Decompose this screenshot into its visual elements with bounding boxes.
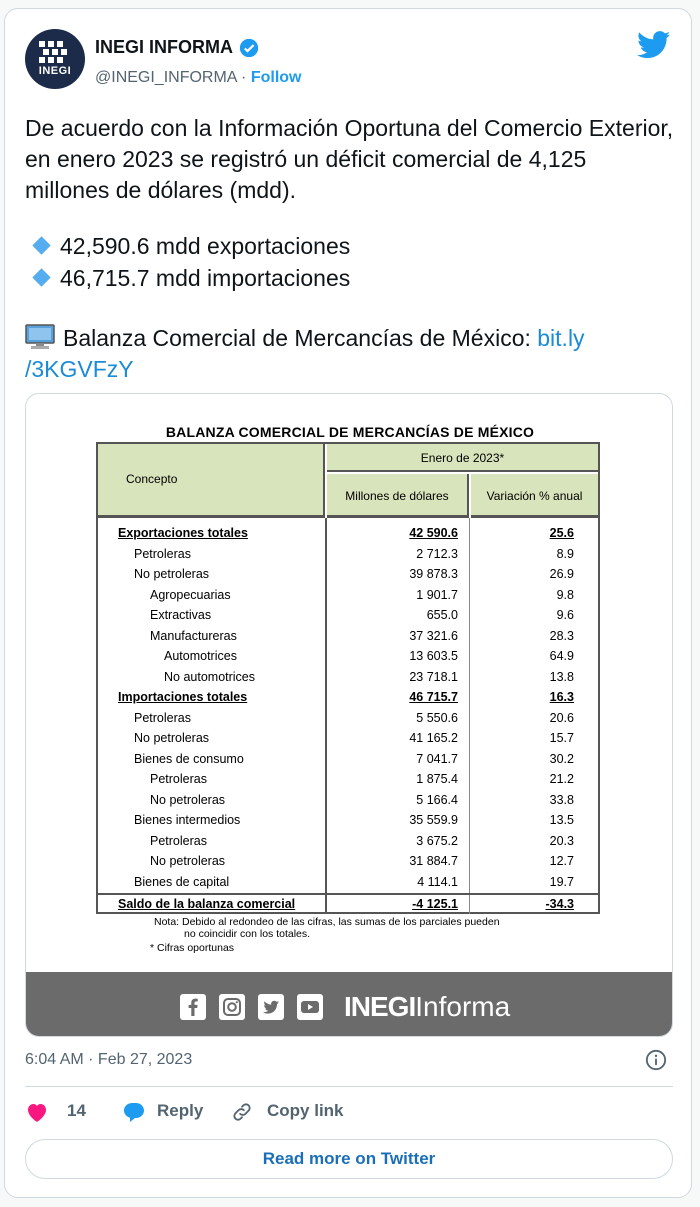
tweet-link-continued[interactable]: /3KGVFzY <box>25 356 134 382</box>
verified-badge-icon <box>239 38 259 58</box>
bullet-imports <box>35 263 350 294</box>
row-variation: 20.3 <box>549 833 574 848</box>
media-footer-bar <box>26 972 673 1037</box>
row-variation: 25.6 <box>549 526 574 540</box>
row-variation: -34.3 <box>545 897 574 911</box>
table-row <box>98 586 598 607</box>
brand-light: Informa <box>415 991 511 1022</box>
row-variation: 16.3 <box>549 690 574 704</box>
row-variation: 33.8 <box>549 792 574 807</box>
row-value: -4 125.1 <box>412 897 458 911</box>
header-concepto <box>98 444 325 518</box>
table-row <box>98 811 598 832</box>
row-value: 41 165.2 <box>409 731 458 745</box>
tweet-link[interactable]: bit.ly <box>537 325 585 351</box>
tweet-card <box>4 8 692 1198</box>
row-value: 1 901.7 <box>416 587 458 602</box>
row-value: 4 114.1 <box>417 874 458 889</box>
row-label: Petroleras <box>134 546 191 561</box>
follow-button[interactable]: Follow <box>250 69 302 86</box>
heart-icon <box>25 1101 49 1123</box>
header-variacion: Variación % anual <box>471 474 598 518</box>
row-label: Petroleras <box>150 772 207 786</box>
row-value: 35 559.9 <box>409 813 458 827</box>
row-variation: 64.9 <box>549 649 574 663</box>
row-label: Automotrices <box>164 649 237 663</box>
bullet-text: 42,590.6 mdd exportaciones <box>60 233 351 259</box>
computer-icon <box>25 324 55 350</box>
table-row <box>98 770 598 791</box>
row-variation: 21.2 <box>549 772 574 786</box>
row-label: Extractivas <box>150 608 212 622</box>
table-note: Nota: Debido al redondeo de las cifras, las sumas de los parciales pueden <box>154 916 500 928</box>
table-row <box>98 606 598 627</box>
table-row <box>98 647 598 668</box>
bullet-exports <box>35 231 350 262</box>
table-row <box>98 565 598 586</box>
row-label: No automotrices <box>164 669 256 684</box>
row-variation: 20.6 <box>549 710 574 725</box>
table-body <box>98 524 598 914</box>
avatar-text: INEGI <box>38 65 72 77</box>
table-row <box>98 873 598 894</box>
tweet-timestamp[interactable]: 6:04 AM · Feb 27, 2023 <box>25 1051 193 1068</box>
handle-line <box>95 69 301 87</box>
row-value: 5 550.6 <box>416 710 458 725</box>
bullet-text: 46,715.7 mdd importaciones <box>60 265 351 291</box>
row-label: Bienes de capital <box>134 874 230 889</box>
row-variation: 19.7 <box>549 874 574 889</box>
table-title: BALANZA COMERCIAL DE MERCANCÍAS DE MÉXICO <box>165 424 535 440</box>
row-value: 31 884.7 <box>409 854 458 868</box>
media-image[interactable] <box>25 393 673 1037</box>
row-value: 3 675.2 <box>416 833 458 848</box>
separator: · <box>241 69 247 86</box>
row-variation: 9.8 <box>556 587 574 602</box>
row-variation: 13.8 <box>549 669 574 684</box>
header-period: Enero de 2023* <box>327 444 598 472</box>
row-label: No petroleras <box>150 792 226 807</box>
table-row <box>98 688 598 709</box>
row-value: 23 718.1 <box>409 669 458 684</box>
header-concepto-label: Concepto <box>126 472 178 486</box>
row-variation: 30.2 <box>549 751 574 766</box>
facebook-icon <box>180 994 206 1020</box>
row-variation: 26.9 <box>549 567 574 581</box>
row-variation: 15.7 <box>549 731 574 745</box>
avatar[interactable] <box>25 29 85 89</box>
trade-table <box>96 442 600 914</box>
table-note-continued: no coincidir con los totales. <box>184 928 311 940</box>
table-row <box>98 832 598 853</box>
row-value: 37 321.6 <box>409 628 458 643</box>
row-label: Bienes de consumo <box>134 751 244 766</box>
row-label: No petroleras <box>134 567 210 581</box>
row-value: 13 603.5 <box>409 649 458 663</box>
brand-bold: INEGI <box>344 991 416 1022</box>
info-icon[interactable] <box>645 1049 667 1071</box>
link-paragraph <box>25 323 665 385</box>
table-row <box>98 893 598 914</box>
row-label: Petroleras <box>134 710 191 725</box>
reply-label: Reply <box>157 1101 204 1120</box>
row-value: 1 875.4 <box>416 772 458 786</box>
row-label: Manufactureras <box>150 628 237 643</box>
row-variation: 8.9 <box>556 546 574 561</box>
inegi-informa-logo <box>344 991 510 1023</box>
row-value: 42 590.6 <box>409 526 458 540</box>
row-value: 655.0 <box>426 608 458 622</box>
table-row <box>98 627 598 648</box>
copy-link-label: Copy link <box>267 1101 344 1120</box>
row-value: 39 878.3 <box>409 567 458 581</box>
row-label: No petroleras <box>134 731 210 745</box>
table-row <box>98 524 598 545</box>
row-value: 2 712.3 <box>416 546 458 561</box>
row-label: Agropecuarias <box>150 587 231 602</box>
row-label: Exportaciones totales <box>118 526 248 540</box>
author-name[interactable]: INEGI INFORMA <box>95 37 233 57</box>
row-label: Saldo de la balanza comercial <box>118 897 296 911</box>
row-label: Bienes intermedios <box>134 813 241 827</box>
link-icon <box>231 1101 253 1123</box>
row-label: Petroleras <box>150 833 207 848</box>
table-row <box>98 668 598 689</box>
author-handle[interactable]: @INEGI_INFORMA <box>95 69 237 86</box>
diamond-icon <box>32 236 50 254</box>
row-variation: 12.7 <box>549 854 574 868</box>
row-label: Importaciones totales <box>118 690 248 704</box>
row-value: 46 715.7 <box>409 690 458 704</box>
link-prefix: Balanza Comercial de Mercancías de México: <box>63 325 538 351</box>
twitter-bird-icon[interactable] <box>637 31 671 59</box>
like-count: 14 <box>67 1101 86 1120</box>
header-millones: Millones de dólares <box>327 474 469 518</box>
tweet-paragraph: De acuerdo con la Información Oportuna del Comercio Exterior, en enero 2023 se registró un déficit comercial de 4,125 millones de dólares (mdd). <box>25 115 674 203</box>
row-value: 7 041.7 <box>416 751 458 766</box>
diamond-icon <box>32 268 50 286</box>
table-row <box>98 750 598 771</box>
inegi-logo-icon <box>39 41 71 63</box>
row-variation: 28.3 <box>549 628 574 643</box>
divider <box>25 1086 673 1087</box>
read-more-button[interactable]: Read more on Twitter <box>25 1139 673 1179</box>
youtube-icon <box>297 994 323 1020</box>
instagram-icon <box>219 994 245 1020</box>
twitter-icon <box>258 994 284 1020</box>
table-row <box>98 852 598 873</box>
row-label: No petroleras <box>150 854 226 868</box>
reply-bubble-icon <box>121 1101 147 1123</box>
row-variation: 13.5 <box>549 813 574 827</box>
table-row <box>98 545 598 566</box>
table-footnote: * Cifras oportunas <box>150 942 235 954</box>
table-row <box>98 791 598 812</box>
table-row <box>98 729 598 750</box>
row-value: 5 166.4 <box>416 792 458 807</box>
row-variation: 9.6 <box>556 608 574 622</box>
table-row <box>98 709 598 730</box>
